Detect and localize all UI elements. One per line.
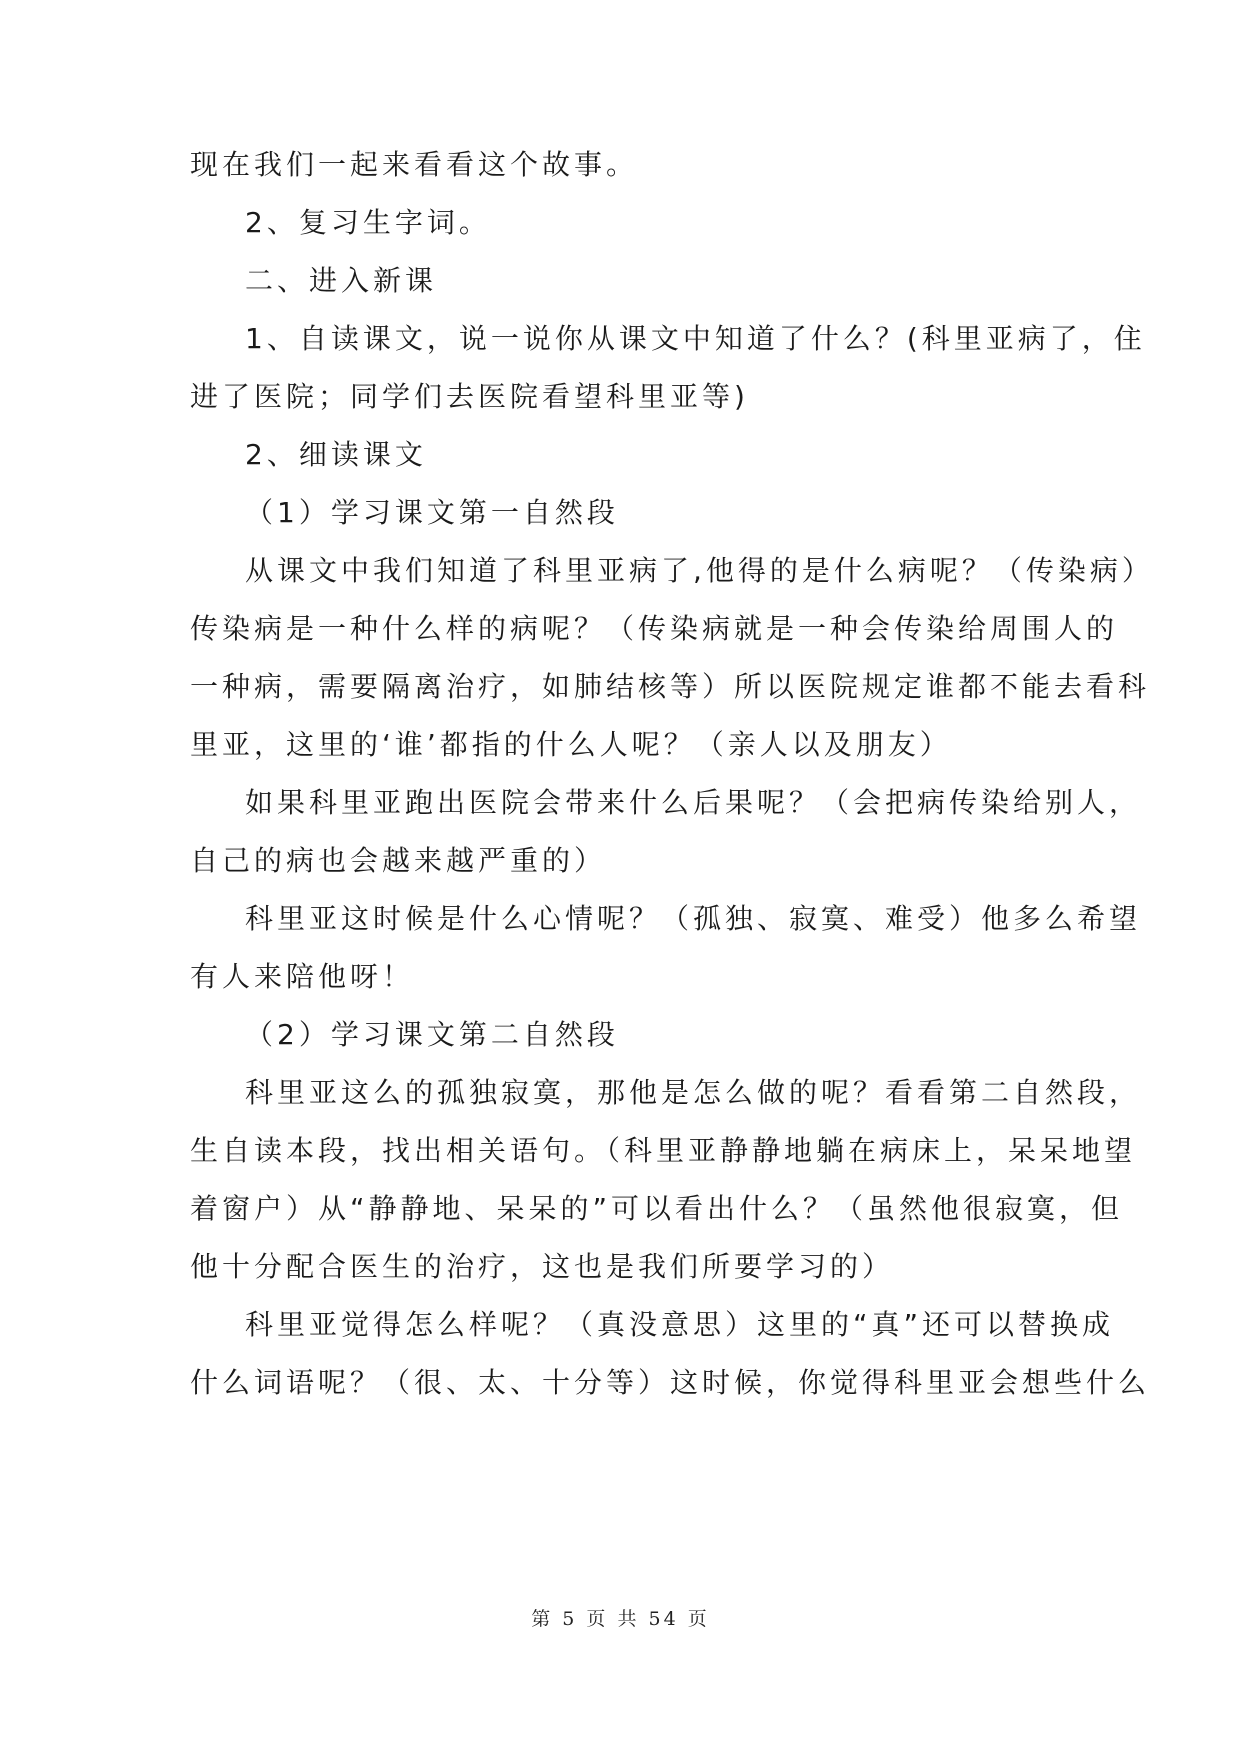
text-line: 他十分配合医生的治疗，这也是我们所要学习的） [190, 1250, 895, 1283]
page-number-footer: 第 5 页 共 54 页 [531, 1608, 710, 1630]
text-line: 现在我们一起来看看这个故事。 [190, 148, 639, 181]
text-line: 什么词语呢？（很、太、十分等）这时候，你觉得科里亚会想些什么 [190, 1366, 1151, 1399]
text-line: 着窗户）从“静静地、呆呆的”可以看出什么？（虽然他很寂寞，但 [190, 1192, 1124, 1225]
text-line: 2、复习生字词。 [245, 206, 491, 239]
text-line: 自己的病也会越来越严重的） [190, 844, 607, 877]
text-line: 从课文中我们知道了科里亚病了,他得的是什么病呢？（传染病） [245, 554, 1154, 587]
text-line: 里亚，这里的‘谁’都指的什么人呢？（亲人以及朋友） [190, 728, 952, 761]
text-line: 有人来陪他呀！ [190, 960, 415, 993]
text-line: 传染病是一种什么样的病呢？（传染病就是一种会传染给周围人的 [190, 612, 1119, 645]
text-line: （1）学习课文第一自然段 [245, 496, 619, 529]
text-line: 科里亚觉得怎么样呢？（真没意思）这里的“真”还可以替换成 [245, 1308, 1115, 1341]
text-line: 生自读本段，找出相关语句。（科里亚静静地躺在病床上，呆呆地望 [190, 1134, 1137, 1167]
text-line: 1、自读课文，说一说你从课文中知道了什么？(科里亚病了，住 [245, 322, 1146, 355]
text-line: 科里亚这么的孤独寂寞，那他是怎么做的呢？看看第二自然段， [245, 1076, 1142, 1109]
text-line: 2、细读课文 [245, 438, 427, 471]
text-line: 二、进入新课 [245, 264, 438, 297]
text-line: （2）学习课文第二自然段 [245, 1018, 619, 1051]
text-line: 如果科里亚跑出医院会带来什么后果呢？（会把病传染给别人， [245, 786, 1142, 819]
text-line: 一种病，需要隔离治疗，如肺结核等）所以医院规定谁都不能去看科 [190, 670, 1151, 703]
text-line: 进了医院；同学们去医院看望科里亚等) [190, 380, 749, 413]
text-line: 科里亚这时候是什么心情呢？（孤独、寂寞、难受）他多么希望 [245, 902, 1142, 935]
